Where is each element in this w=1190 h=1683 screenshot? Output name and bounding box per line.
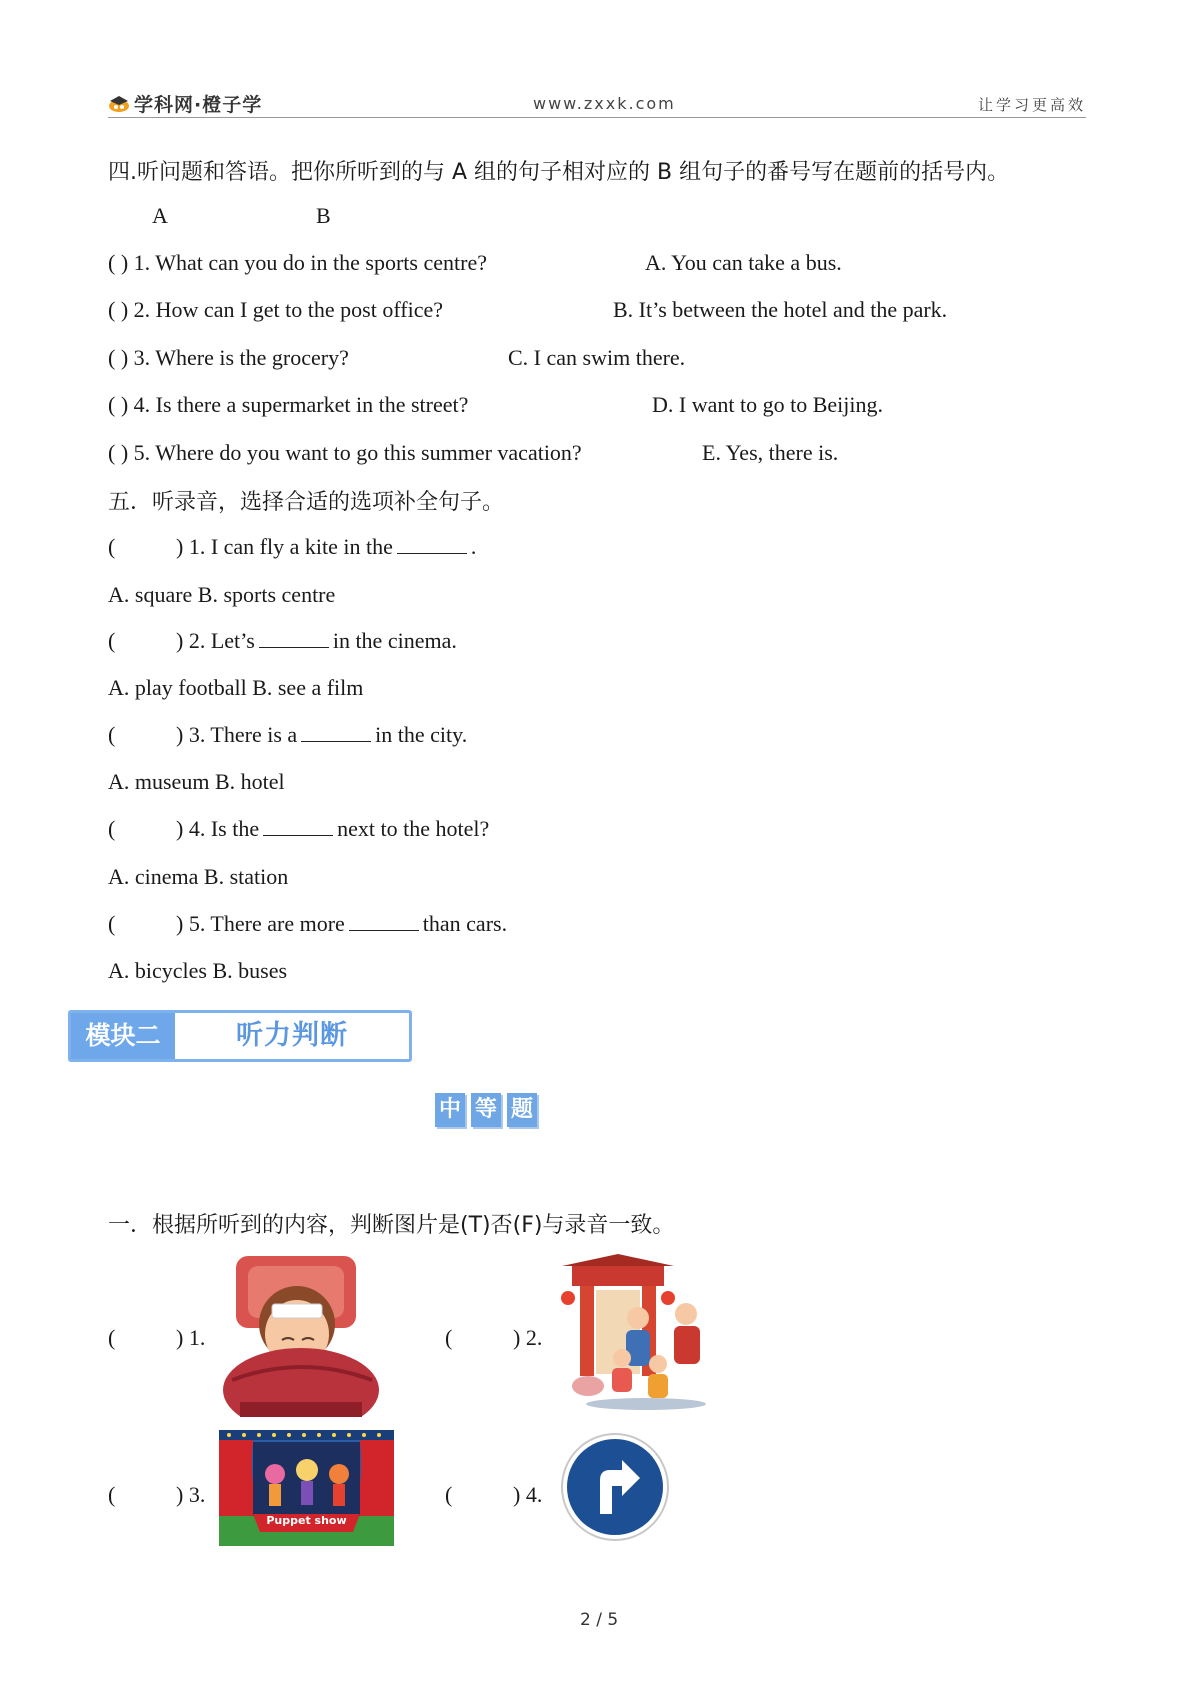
graduation-cap-icon xyxy=(108,95,130,113)
fill-options-4: A. cinema B. station xyxy=(108,864,289,889)
page-number: 2 / 5 xyxy=(580,1610,619,1630)
fill-question-4 xyxy=(108,816,489,842)
question-text-end: than cars. xyxy=(422,911,508,936)
matching-question-2: ( ) 2. How can I get to the post office? xyxy=(108,297,443,322)
question-text: ) 4. Is the xyxy=(176,816,260,841)
site-logo xyxy=(108,90,262,117)
item-number: ) 2. xyxy=(513,1325,543,1350)
matching-answer-a: A. You can take a bus. xyxy=(645,250,842,275)
matching-answer-e: E. Yes, there is. xyxy=(702,440,839,465)
fill-question-1 xyxy=(108,534,476,560)
matching-answer-b: B. It’s between the hotel and the park. xyxy=(613,297,948,322)
item-number: ) 4. xyxy=(513,1482,543,1507)
section5-title: 五．听录音，选择合适的选项补全句子。 xyxy=(108,490,505,515)
fill-question-5 xyxy=(108,911,507,937)
matching-question-5: ( ) 5. Where do you want to go this summer vacation? xyxy=(108,440,582,465)
question-text: ) 2. Let’s xyxy=(176,628,255,653)
section4-title: 四.听问题和答语。把你所听到的与 A 组的句子相对应的 B 组句子的番号写在题前的括号内。 xyxy=(108,160,1010,185)
turn-right-sign-icon xyxy=(560,1432,670,1542)
question-text: ) 3. There is a xyxy=(176,722,298,747)
fill-question-2 xyxy=(108,628,457,654)
family-new-year-picture xyxy=(558,1254,728,1414)
matching-answer-d: D. I want to go to Beijing. xyxy=(652,392,883,417)
fill-options-2: A. play football B. see a film xyxy=(108,675,364,700)
question-text-end: . xyxy=(470,534,477,559)
header-divider xyxy=(108,117,1086,118)
fill-options-3: A. museum B. hotel xyxy=(108,769,285,794)
question-text: ) 5. There are more xyxy=(176,911,345,936)
difficulty-char: 等 xyxy=(471,1093,501,1127)
answer-paren: ( xyxy=(108,722,116,747)
answer-paren: ( xyxy=(445,1482,453,1507)
logo-text: 学科网·橙子学 xyxy=(134,94,263,116)
module-banner xyxy=(68,1010,412,1062)
judge-item-3 xyxy=(108,1482,205,1508)
judge-item-2 xyxy=(445,1325,542,1351)
column-b-label: B xyxy=(316,203,331,228)
fill-question-3 xyxy=(108,722,467,748)
answer-paren: ( xyxy=(445,1325,453,1350)
difficulty-char: 中 xyxy=(435,1093,465,1127)
difficulty-char: 题 xyxy=(507,1093,537,1127)
matching-question-3: ( ) 3. Where is the grocery? xyxy=(108,345,349,370)
answer-blank[interactable] xyxy=(397,535,467,554)
difficulty-badge xyxy=(435,1093,537,1127)
question-text-end: in the city. xyxy=(375,722,468,747)
header-url: www.zxxk.com xyxy=(533,94,676,113)
judge-section-title: 一．根据所听到的内容，判断图片是(T)否(F)与录音一致。 xyxy=(108,1213,675,1238)
answer-paren: ( xyxy=(108,534,116,559)
answer-blank[interactable] xyxy=(301,723,371,742)
judge-item-1 xyxy=(108,1325,205,1351)
fill-options-5: A. bicycles B. buses xyxy=(108,958,288,983)
puppet-show-label: Puppet show xyxy=(266,1514,347,1527)
answer-paren: ( xyxy=(108,1325,116,1350)
answer-paren: ( xyxy=(108,816,116,841)
question-text-end: next to the hotel? xyxy=(337,816,490,841)
fill-options-1: A. square B. sports centre xyxy=(108,582,336,607)
question-text: ) 1. I can fly a kite in the xyxy=(176,534,393,559)
answer-blank[interactable] xyxy=(259,629,329,648)
header-slogan: 让学习更高效 xyxy=(977,96,1086,114)
answer-blank[interactable] xyxy=(263,817,333,836)
matching-question-4: ( ) 4. Is there a supermarket in the street? xyxy=(108,392,469,417)
module-label: 模块二 xyxy=(71,1013,175,1059)
answer-blank[interactable] xyxy=(349,912,419,931)
item-number: ) 1. xyxy=(176,1325,206,1350)
answer-paren: ( xyxy=(108,911,116,936)
judge-item-4 xyxy=(445,1482,542,1508)
sick-child-picture xyxy=(222,1252,380,1417)
module-title: 听力判断 xyxy=(236,1020,348,1051)
column-a-label: A xyxy=(152,203,168,228)
answer-paren: ( xyxy=(108,1482,116,1507)
matching-answer-c: C. I can swim there. xyxy=(508,345,686,370)
matching-question-1: ( ) 1. What can you do in the sports centre? xyxy=(108,250,487,275)
answer-paren: ( xyxy=(108,628,116,653)
question-text-end: in the cinema. xyxy=(332,628,457,653)
item-number: ) 3. xyxy=(176,1482,206,1507)
puppet-show-picture xyxy=(219,1430,394,1546)
